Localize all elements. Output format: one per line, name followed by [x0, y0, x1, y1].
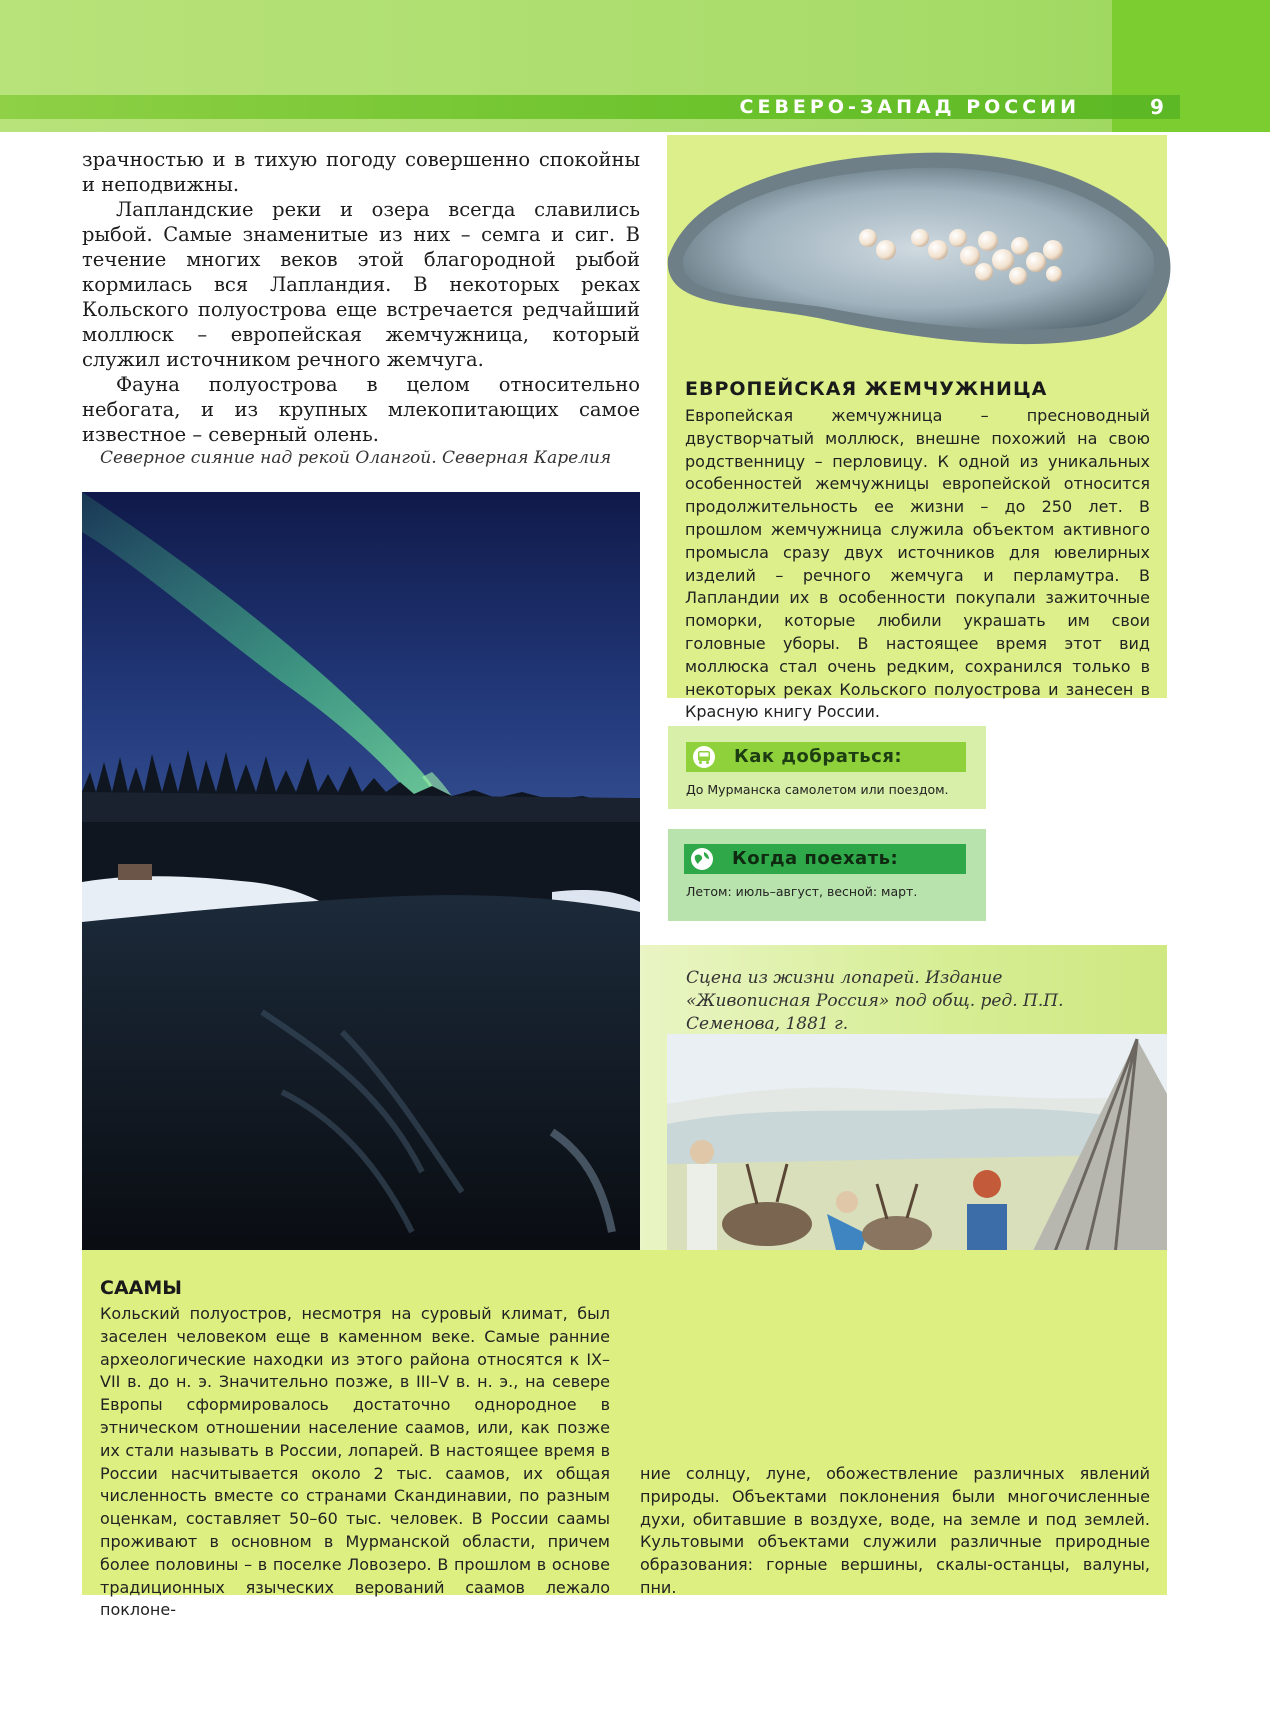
- when-to-go-label: Когда поехать:: [732, 848, 899, 869]
- pearl-title: ЕВРОПЕЙСКАЯ ЖЕМЧУЖНИЦА: [685, 378, 1048, 400]
- when-to-go-box: [668, 829, 986, 921]
- globe-icon: [690, 847, 714, 871]
- saami-text-column-1: Кольский полуостров, несмотря на суровый климат, был заселен человеком еще в каменном веке. Самые ранние археологические находки из этого района относятся к IX–VII в. до н. э. Значительно позже, в III–V в. н. э., на севере Европы сформировалось достаточно однородное в этническом отношении население саамов, или, как позже их стали называть в России, лопарей. В настоящее время в России насчитывается около 2 тыс. саамов, их общая численность вместе со странами Скандинавии, по разным оценкам, составляет 50–60 тыс. человек. В России саамы проживают в основном в Мурманской области, причем более половины – в поселке Ловозеро. В прошлом в основе традиционных языческих верований саамов лежало поклоне-: [100, 1304, 610, 1620]
- how-to-get-header: [686, 742, 966, 772]
- body-paragraph: Лапландские реки и озера всегда славились рыбой. Самые знаменитые из них – семга и сиг. В течение многих веков этой благородной рыбой кормилась вся Лапландия. В некоторых реках Кольского полуострова еще встречается редчайший моллюск – европейская жемчужница, который служил источником речного жемчуга.: [82, 198, 640, 371]
- saami-title: СААМЫ: [100, 1277, 182, 1299]
- page-number: 9: [1150, 95, 1164, 119]
- bus-icon: [692, 745, 716, 769]
- body-text: [82, 147, 640, 447]
- body-paragraph: зрачностью и в тихую погоду совершенно спокойны и неподвижны.: [82, 148, 640, 196]
- body-paragraph: Фауна полуострова в целом относительно небогата, и из крупных млекопитающих самое известное – северный олень.: [82, 373, 640, 446]
- aurora-photo: [82, 492, 640, 1250]
- lapp-caption: Сцена из жизни лопарей. Издание «Живописная Россия» под общ. ред. П.П. Семенова, 1881 г.: [686, 968, 1064, 1034]
- aurora-caption: Северное сияние над рекой Олангой. Северная Карелия: [100, 448, 612, 468]
- pearl-mussel-photo: [658, 138, 1178, 368]
- how-to-get-text: До Мурманска самолетом или поездом.: [686, 782, 949, 797]
- how-to-get-label: Как добраться:: [734, 746, 903, 767]
- section-title: СЕВЕРО-ЗАПАД РОССИИ: [739, 96, 1080, 118]
- when-to-go-header: [684, 844, 966, 874]
- pearl-description: Европейская жемчужница – пресноводный двустворчатый моллюск, внешне похожий на свою родственницу – перловицу. К одной из уникальных особенностей жемчужницы европейской относится продолжительность ее жизни – до 250 лет. В прошлом жемчужница служила объектом активного промысла сразу двух источников для ювелирных изделий – речного жемчуга и перламутра. В Лапландии их в особенности покупали зажиточные поморки, которые любили украшать им свои головные уборы. В настоящее время этот вид моллюска стал очень редким, сохранился только в некоторых реках Кольского полуострова и занесен в Красную книгу России.: [685, 406, 1150, 722]
- how-to-get-box: [668, 726, 986, 809]
- when-to-go-text: Летом: июль–август, весной: март.: [686, 884, 918, 899]
- saami-text-column-2: ние солнцу, луне, обожествление различных явлений природы. Объектами поклонения были многочисленные духи, обитавшие в воздухе, воде, на земле и под землей. Культовыми объектами служили различные природные образования: горные вершины, скалы-останцы, валуны, пни.: [640, 1464, 1150, 1597]
